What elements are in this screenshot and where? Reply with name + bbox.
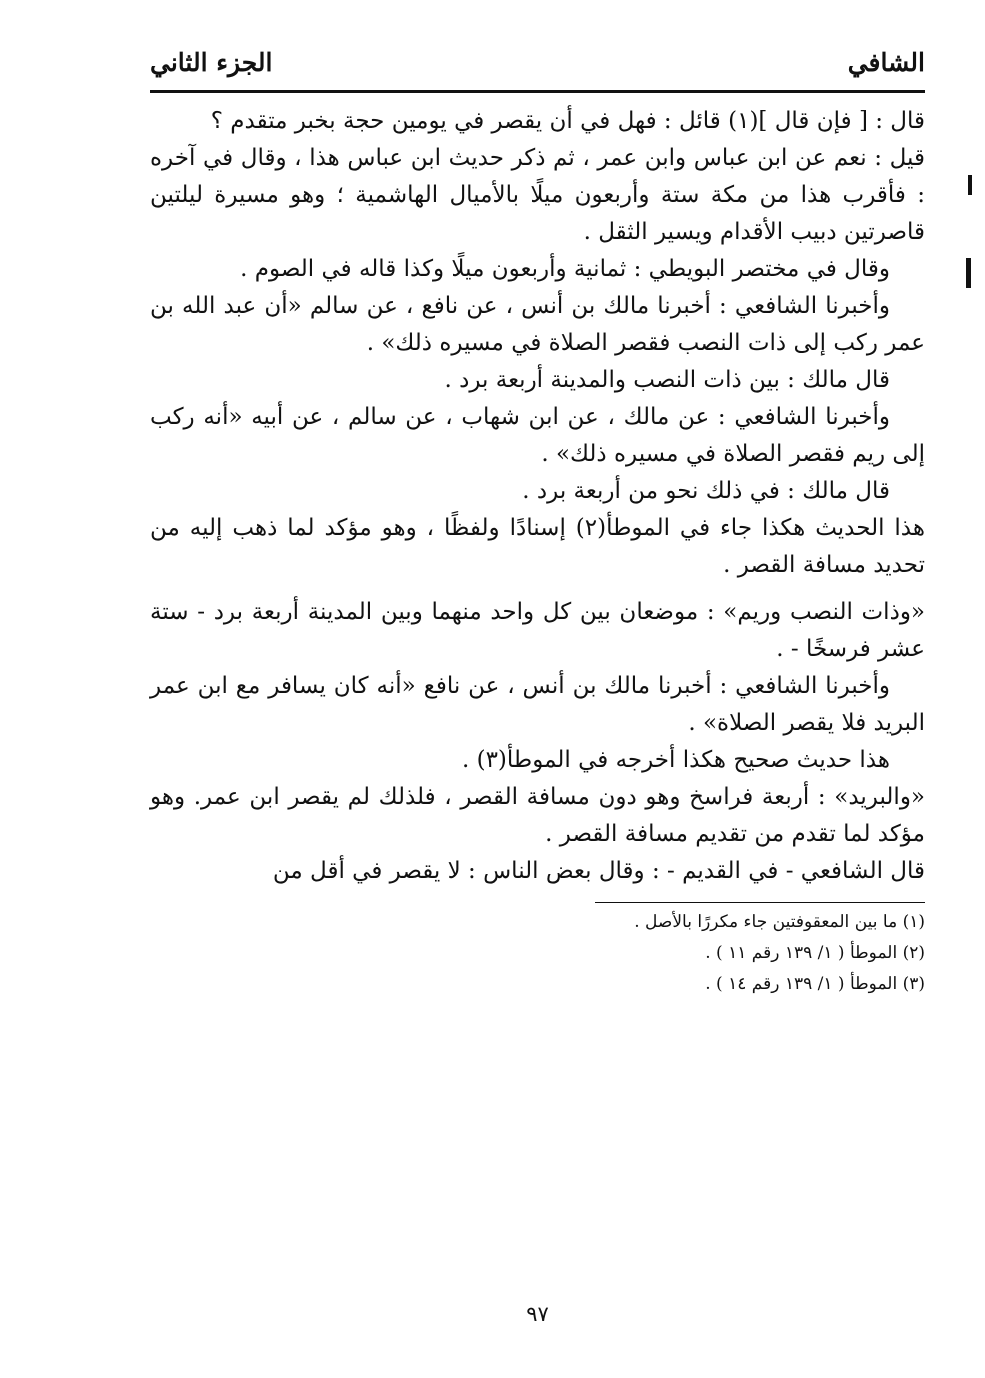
paragraph: وقال في مختصر البويطي : ثمانية وأربعون ميلًا وكذا قاله في الصوم .	[240, 256, 890, 282]
paragraph: هذا الحديث هكذا جاء في الموطأ(٢) إسنادًا ولفظًا ، وهو مؤكد لما ذهب إليه من تحديد مسافة القصر .	[150, 515, 926, 578]
paragraph: قال الشافعي - في القديم - : وقال بعض الناس : لا يقصر في أقل من	[272, 858, 925, 884]
page-header	[150, 40, 925, 93]
paragraph: هذا حديث صحيح هكذا أخرجه في الموطأ(٣) .	[461, 747, 890, 773]
paragraph: قيل : نعم عن ابن عباس وابن عمر ، ثم ذكر حديث ابن عباس هذا ، وقال في آخره : فأقرب هذا من مكة ستة وأربعون ميلًا بالأميال الهاشمية ؛ وهو مسيرة ليلتين قاصرتين دبيب الأقدام ويسير الثقل .	[150, 145, 925, 245]
footnote: (٢) الموطأ ( ١/ ١٣٩ رقم ١١ ) .	[705, 943, 925, 963]
margin-mark	[966, 258, 971, 288]
footnote: (١) ما بين المعقوفتين جاء مكررًا بالأصل .	[634, 912, 925, 932]
footnotes	[150, 907, 925, 1000]
volume-title: الجزء الثاني	[150, 48, 273, 77]
paragraph: وأخبرنا الشافعي : عن مالك ، عن ابن شهاب ، عن سالم ، عن أبيه «أنه ركب إلى ريم فقصر الصلاة في مسيره ذلك» .	[150, 404, 925, 467]
margin-mark	[968, 175, 972, 195]
page-number: ٩٧	[526, 1302, 549, 1326]
paragraph: وأخبرنا الشافعي : أخبرنا مالك بن أنس ، عن نافع ، عن سالم «أن عبد الله بن عمر ركب إلى ذات النصب فقصر الصلاة في مسيره ذلك» .	[150, 293, 925, 356]
paragraph: قال مالك : في ذلك نحو من أربعة برد .	[522, 478, 890, 504]
document-page	[150, 40, 925, 1360]
paragraph: «وذات النصب وريم» : موضعان بين كل واحد منهما وبين المدينة أربعة برد - ستة عشر فرسخًا - .	[150, 599, 925, 662]
footnote-divider	[595, 902, 925, 903]
book-title: الشافي	[847, 48, 925, 77]
paragraph: قال مالك : بين ذات النصب والمدينة أربعة برد .	[444, 367, 890, 393]
paragraph: قال : [ فإن قال ](١) قائل : فهل في أن يقصر في يومين حجة بخبر متقدم ؟	[210, 108, 925, 134]
paragraph: وأخبرنا الشافعي : أخبرنا مالك بن أنس ، عن نافع «أنه كان يسافر مع ابن عمر البريد فلا يقصر الصلاة» .	[150, 673, 925, 736]
paragraph: «والبريد» : أربعة فراسخ وهو دون مسافة القصر ، فلذلك لم يقصر ابن عمر. وهو مؤكد لما تقدم من تقديم مسافة القصر .	[150, 784, 925, 847]
footnote: (٣) الموطأ ( ١/ ١٣٩ رقم ١٤ ) .	[705, 974, 925, 994]
body-text	[150, 103, 925, 890]
